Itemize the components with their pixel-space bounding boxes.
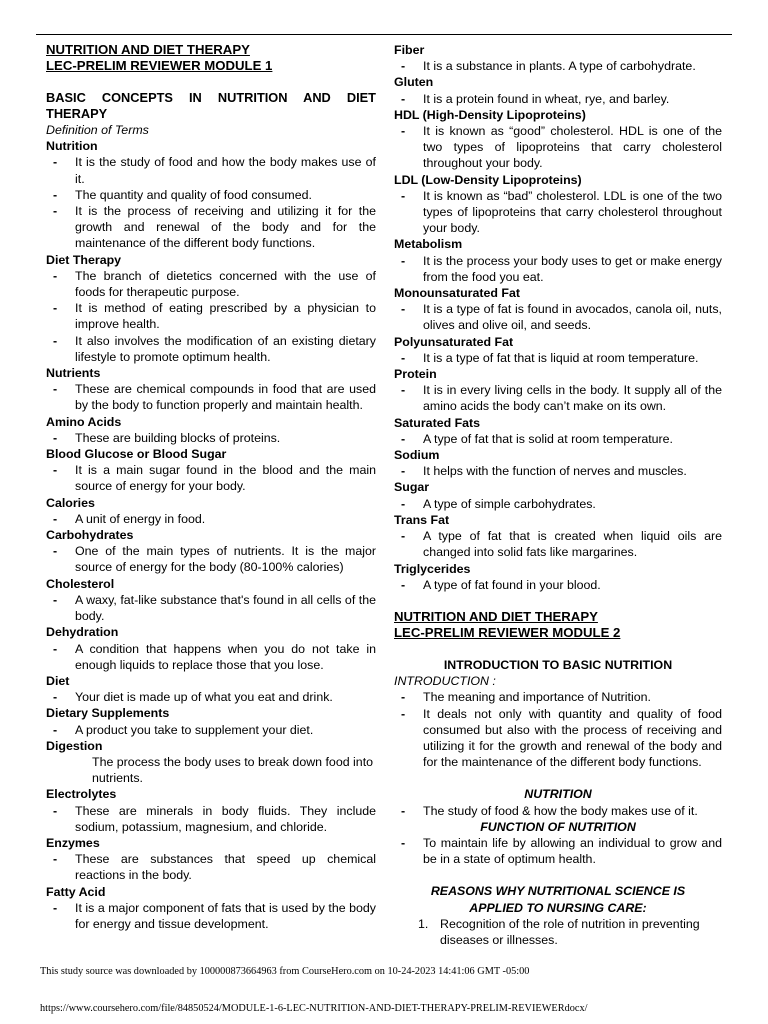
definition-item: - The quantity and quality of food consumed.	[46, 187, 376, 203]
top-rule	[36, 34, 732, 35]
term-heading: Nutrition	[46, 139, 98, 154]
definition-item: - A product you take to supplement your diet.	[46, 722, 376, 738]
term-definition-list	[46, 462, 376, 494]
definition-item: - It is known as “good” cholesterol. HDL is one of the two types of lipoproteins that carry cholesterol throughout your body.	[394, 123, 722, 172]
module2-title-line2: LEC-PRELIM REVIEWER MODULE 2	[394, 624, 621, 640]
definition-item: - These are building blocks of proteins.	[46, 430, 376, 446]
term-definition-list	[46, 641, 376, 673]
function-heading: FUNCTION OF NUTRITION	[480, 819, 636, 834]
term-heading: Electrolytes	[46, 787, 117, 802]
term-definition-list	[46, 154, 376, 251]
definition-item: - It is the process of receiving and utilizing it for the growth and renewal of the body and for the maintenance of the different body functions.	[46, 203, 376, 252]
term-heading: Trans Fat	[394, 512, 450, 527]
definition-item: - These are substances that speed up chemical reactions in the body.	[46, 851, 376, 883]
definition-item: - Your diet is made up of what you eat and drink.	[46, 689, 376, 705]
term-heading: Digestion	[46, 738, 103, 753]
term-heading: Sugar	[394, 480, 430, 495]
term-definition-list	[46, 543, 376, 575]
term-definition-list	[394, 382, 722, 414]
definition-item: - It is in every living cells in the body. It supply all of the amino acids the body can’t make on its own.	[394, 382, 722, 414]
definition-item: - It is the study of food and how the body makes use of it.	[46, 154, 376, 186]
list-item: - The study of food & how the body makes use of it.	[394, 803, 722, 819]
term-heading: Metabolism	[394, 237, 463, 252]
basic-concepts-heading: BASIC CONCEPTS IN NUTRITION AND DIET	[46, 90, 376, 105]
term-heading: Dehydration	[46, 625, 119, 640]
term-heading: Saturated Fats	[394, 415, 481, 430]
term-heading: Triglycerides	[394, 561, 471, 576]
term-definition-list	[394, 91, 722, 107]
definition-item: - It is known as “bad” cholesterol. LDL is one of the two types of lipoproteins that carry cholesterol throughout your body.	[394, 188, 722, 237]
reasons-heading-line1: REASONS WHY NUTRITIONAL SCIENCE IS	[430, 884, 686, 899]
term-definition-list	[46, 511, 376, 527]
term-heading: Fiber	[394, 43, 425, 57]
reasons-list	[394, 916, 722, 948]
definition-item: - It is a main sugar found in the blood and the main source of energy for your body.	[46, 462, 376, 494]
definition-item: - It helps with the function of nerves and muscles.	[394, 463, 722, 479]
term-heading: Carbohydrates	[46, 528, 134, 543]
source-url[interactable]: https://www.coursehero.com/file/84850524/MODULE-1-6-LEC-NUTRITION-AND-DIET-THERAPY-PRELIM-REVIEWERdocx/	[40, 1003, 588, 1014]
module2-title-line1: NUTRITION AND DIET THERAPY	[394, 608, 598, 624]
term-definition-list	[394, 463, 722, 479]
reason-item	[394, 916, 722, 948]
term-heading: Fatty Acid	[46, 884, 106, 899]
term-heading: Monounsaturated Fat	[394, 286, 520, 301]
term-definition-list	[394, 431, 722, 447]
term-definition-list	[46, 900, 376, 932]
definition-item: - It is a substance in plants. A type of carbohydrate.	[394, 58, 722, 74]
term-heading: HDL (High-Density Lipoproteins)	[394, 107, 586, 122]
definition-of-terms-subheading: Definition of Terms	[46, 123, 149, 137]
definition-item: - One of the main types of nutrients. It is the major source of energy for the body (80-100% calories)	[46, 543, 376, 575]
definition-item: - It is a type of fat is found in avocados, canola oil, nuts, olives and olive oil, and seeds.	[394, 301, 722, 333]
definition-item: - It is method of eating prescribed by a physician to improve health.	[46, 300, 376, 332]
term-heading: Dietary Supplements	[46, 706, 170, 721]
term-definition-list	[46, 722, 376, 738]
right-terms-list	[394, 42, 722, 593]
term-heading: Amino Acids	[46, 414, 122, 429]
term-heading: Cholesterol	[46, 576, 115, 591]
term-definition-list	[394, 301, 722, 333]
module1-title-line2: LEC-PRELIM REVIEWER MODULE 1	[46, 58, 273, 73]
list-item: - To maintain life by allowing an individual to grow and be in a state of optimum health.	[394, 835, 722, 867]
term-heading: Blood Glucose or Blood Sugar	[46, 447, 227, 462]
nutrition-heading: NUTRITION	[524, 787, 592, 802]
left-terms-list	[46, 138, 376, 932]
term-definition-list	[46, 851, 376, 883]
reasons-heading-line2: APPLIED TO NURSING CARE:	[469, 900, 647, 915]
download-note: This study source was downloaded by 100000873664963 from CourseHero.com on 10-24-2023 14:41:06 GMT -05:00	[40, 966, 530, 977]
left-column	[46, 42, 376, 932]
definition-item: - A unit of energy in food.	[46, 511, 376, 527]
term-heading: Calories	[46, 495, 95, 510]
definition-item: - A type of fat found in your blood.	[394, 577, 722, 593]
basic-concepts-heading-cont: THERAPY	[46, 106, 108, 121]
term-definition-list	[394, 350, 722, 366]
definition-item: - It is a protein found in wheat, rye, and barley.	[394, 91, 722, 107]
term-heading: Diet Therapy	[46, 252, 122, 267]
term-definition-list	[46, 803, 376, 835]
term-definition-list	[46, 268, 376, 365]
intro-heading: INTRODUCTION TO BASIC NUTRITION	[443, 657, 673, 672]
intro-list	[394, 689, 722, 770]
function-list	[394, 835, 722, 867]
term-definition-list	[394, 123, 722, 172]
right-column	[394, 42, 722, 948]
term-heading: Sodium	[394, 448, 440, 463]
term-heading: Gluten	[394, 75, 434, 90]
term-definition-list	[394, 188, 722, 237]
term-heading: LDL (Low-Density Lipoproteins)	[394, 172, 582, 187]
list-item: - It deals not only with quantity and quality of food consumed but also with the process of receiving and utilizing it for the growth and renewal of the body and for the maintenance of the different body functions.	[394, 706, 722, 771]
term-heading: Protein	[394, 367, 437, 382]
definition-text: The process the body uses to break down food into nutrients.	[92, 754, 374, 786]
definition-item: - A type of simple carbohydrates.	[394, 496, 722, 512]
term-heading: Nutrients	[46, 366, 101, 381]
term-heading: Enzymes	[46, 835, 100, 850]
definition-item: - It also involves the modification of an existing dietary lifestyle to promote optimum health.	[46, 333, 376, 365]
intro-label: INTRODUCTION :	[394, 674, 496, 689]
term-definition-list	[394, 528, 722, 560]
definition-item: - A waxy, fat-like substance that's found in all cells of the body.	[46, 592, 376, 624]
term-definition-list	[394, 496, 722, 512]
definition-item: - A type of fat that is solid at room temperature.	[394, 431, 722, 447]
term-definition-list	[394, 58, 722, 74]
definition-item: - A condition that happens when you do not take in enough liquids to replace those that you lose.	[46, 641, 376, 673]
nutrition-list	[394, 803, 722, 819]
term-definition-list	[394, 577, 722, 593]
definition-item: - These are minerals in body fluids. They include sodium, potassium, magnesium, and chloride.	[46, 803, 376, 835]
term-definition-list	[46, 592, 376, 624]
term-heading: Polyunsaturated Fat	[394, 334, 514, 349]
term-definition-list	[394, 253, 722, 285]
definition-item: - It is the process your body uses to get or make energy from the food you eat.	[394, 253, 722, 285]
definition-item: - It is a type of fat that is liquid at room temperature.	[394, 350, 722, 366]
reason-text: Recognition of the role of nutrition in preventing diseases or illnesses.	[440, 916, 700, 947]
term-definition-list	[46, 381, 376, 413]
term-definition-list	[46, 689, 376, 705]
term-heading: Diet	[46, 673, 70, 688]
definition-item: - A type of fat that is created when liquid oils are changed into solid fats like margarines.	[394, 528, 722, 560]
reason-number: 1.	[418, 916, 429, 931]
module1-title-line1: NUTRITION AND DIET THERAPY	[46, 42, 250, 57]
definition-item: - The branch of dietetics concerned with the use of foods for therapeutic purpose.	[46, 268, 376, 300]
definition-item: - These are chemical compounds in food that are used by the body to function properly and maintain health.	[46, 381, 376, 413]
list-item: - The meaning and importance of Nutrition.	[394, 689, 722, 705]
definition-item: - It is a major component of fats that is used by the body for energy and tissue development.	[46, 900, 376, 932]
term-definition-list	[46, 430, 376, 446]
